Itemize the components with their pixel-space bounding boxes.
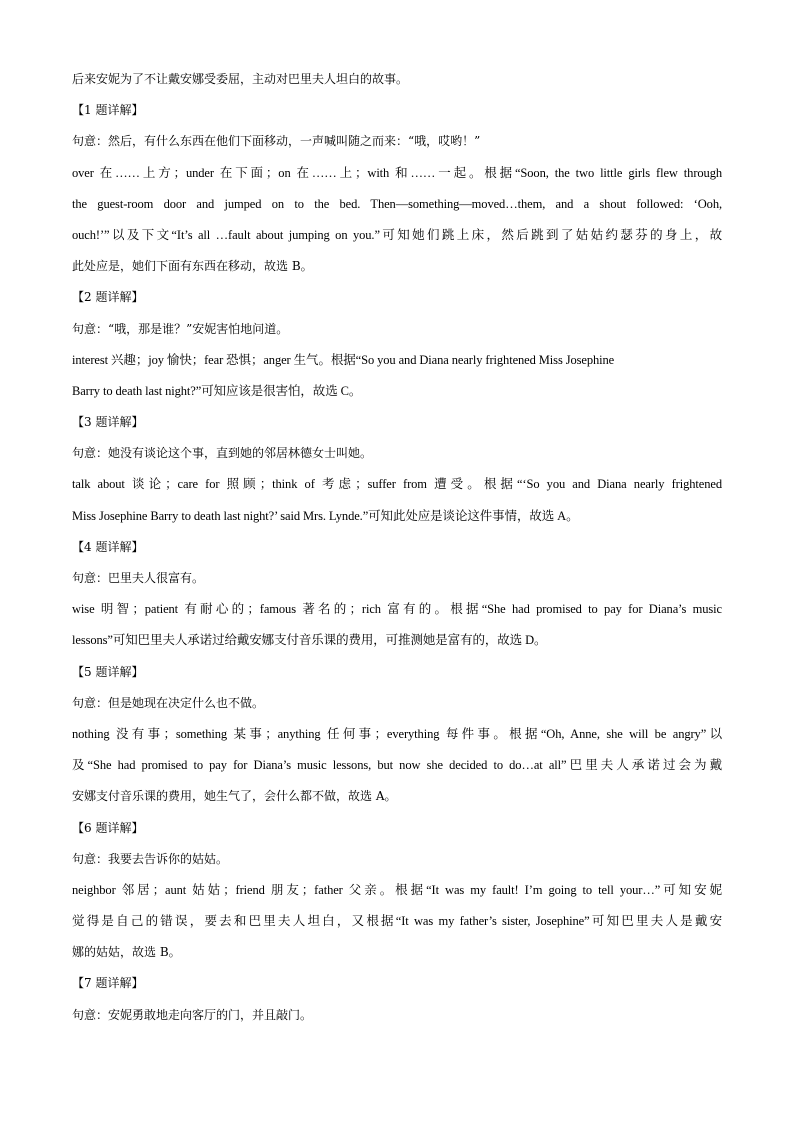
q1-explanation-line-2: the guest-room door and jumped on to the bed. Then—something—moved…them, and a shout followed: ‘Ooh, (72, 196, 722, 211)
q5-translation: 句意：但是她现在决定什么也不做。 (72, 695, 265, 710)
q3-translation: 句意：她没有谈论这个事，直到她的邻居林德女士叫她。 (72, 446, 373, 461)
q1-explanation-line-4: 此处应是，她们下面有东西在移动，故选 B。 (72, 259, 313, 274)
q6-heading: 【6 题详解】 (72, 820, 144, 835)
q1-translation: 句意：然后，有什么东西在他们下面移动，一声喊叫随之而来：“哦，哎哟！” (72, 134, 481, 149)
q4-explanation-line-2: lessons”可知巴里夫人承诺过给戴安娜支付音乐课的费用，可推测她是富有的，故选 D。 (72, 633, 547, 648)
q5-heading: 【5 题详解】 (72, 664, 144, 679)
q1-explanation-line-1: over 在……上方；under 在下面；on 在……上；with 和……一起。根据“Soon, the two little girls flew through (72, 165, 722, 180)
q3-heading: 【3 题详解】 (72, 415, 144, 430)
q2-heading: 【2 题详解】 (72, 290, 144, 305)
q2-explanation-line-2: Barry to death last night?”可知应该是很害怕，故选 C。 (72, 383, 362, 398)
q3-explanation-line-2: Miss Josephine Barry to death last night?’ said Mrs. Lynde.”可知此处应是谈论这件事情，故选 A。 (72, 508, 579, 523)
q7-translation: 句意：安妮勇敢地走向客厅的门，并且敲门。 (72, 1007, 313, 1022)
q5-explanation-line-2: 及“She had promised to pay for Diana’s music lessons, but now she decided to do…at all”巴里夫人承诺过会为戴 (72, 758, 722, 773)
q2-translation: 句意：“哦，那是谁？”安妮害怕地问道。 (72, 321, 289, 336)
q2-explanation-line-1: interest 兴趣；joy 愉快；fear 恐惧；anger 生气。根据“So you and Diana nearly frightened Miss Josephine (72, 352, 615, 367)
q6-explanation-line-2: 觉得是自己的错误，要去和巴里夫人坦白，又根据“It was my father’s sister, Josephine”可知巴里夫人是戴安 (72, 914, 722, 929)
q4-explanation-line-1: wise 明智；patient 有耐心的；famous 著名的；rich 富有的。根据“She had promised to pay for Diana’s music (72, 602, 722, 617)
q6-explanation-line-3: 娜的姑姑，故选 B。 (72, 945, 181, 960)
q1-explanation-line-3: ouch!’”以及下文“It’s all …fault about jumping on you.”可知她们跳上床，然后跳到了姑姑约瑟芬的身上，故 (72, 227, 722, 242)
q5-explanation-line-3: 安娜支付音乐课的费用，她生气了，会什么都不做，故选 A。 (72, 789, 397, 804)
q4-heading: 【4 题详解】 (72, 539, 144, 554)
q6-explanation-line-1: neighbor 邻居；aunt 姑姑；friend 朋友；father 父亲。根据“It was my fault! I’m going to tell your…”可知安妮 (72, 882, 722, 897)
q5-explanation-line-1: nothing 没有事；something 某事；anything 任何事；everything 每件事。根据“Oh, Anne, she will be angry”以 (72, 726, 722, 741)
q7-heading: 【7 题详解】 (72, 976, 144, 991)
q6-translation: 句意：我要去告诉你的姑姑。 (72, 851, 229, 866)
document-page (72, 64, 722, 1031)
q1-heading: 【1 题详解】 (72, 103, 144, 118)
q3-explanation-line-1: talk about 谈论；care for 照顾；think of 考虑；suffer from 遭受。根据“‘So you and Diana nearly frightened (72, 477, 722, 492)
q4-translation: 句意：巴里夫人很富有。 (72, 571, 205, 585)
intro-summary: 后来安妮为了不让戴安娜受委屈，主动对巴里夫人坦白的故事。 (72, 72, 409, 86)
